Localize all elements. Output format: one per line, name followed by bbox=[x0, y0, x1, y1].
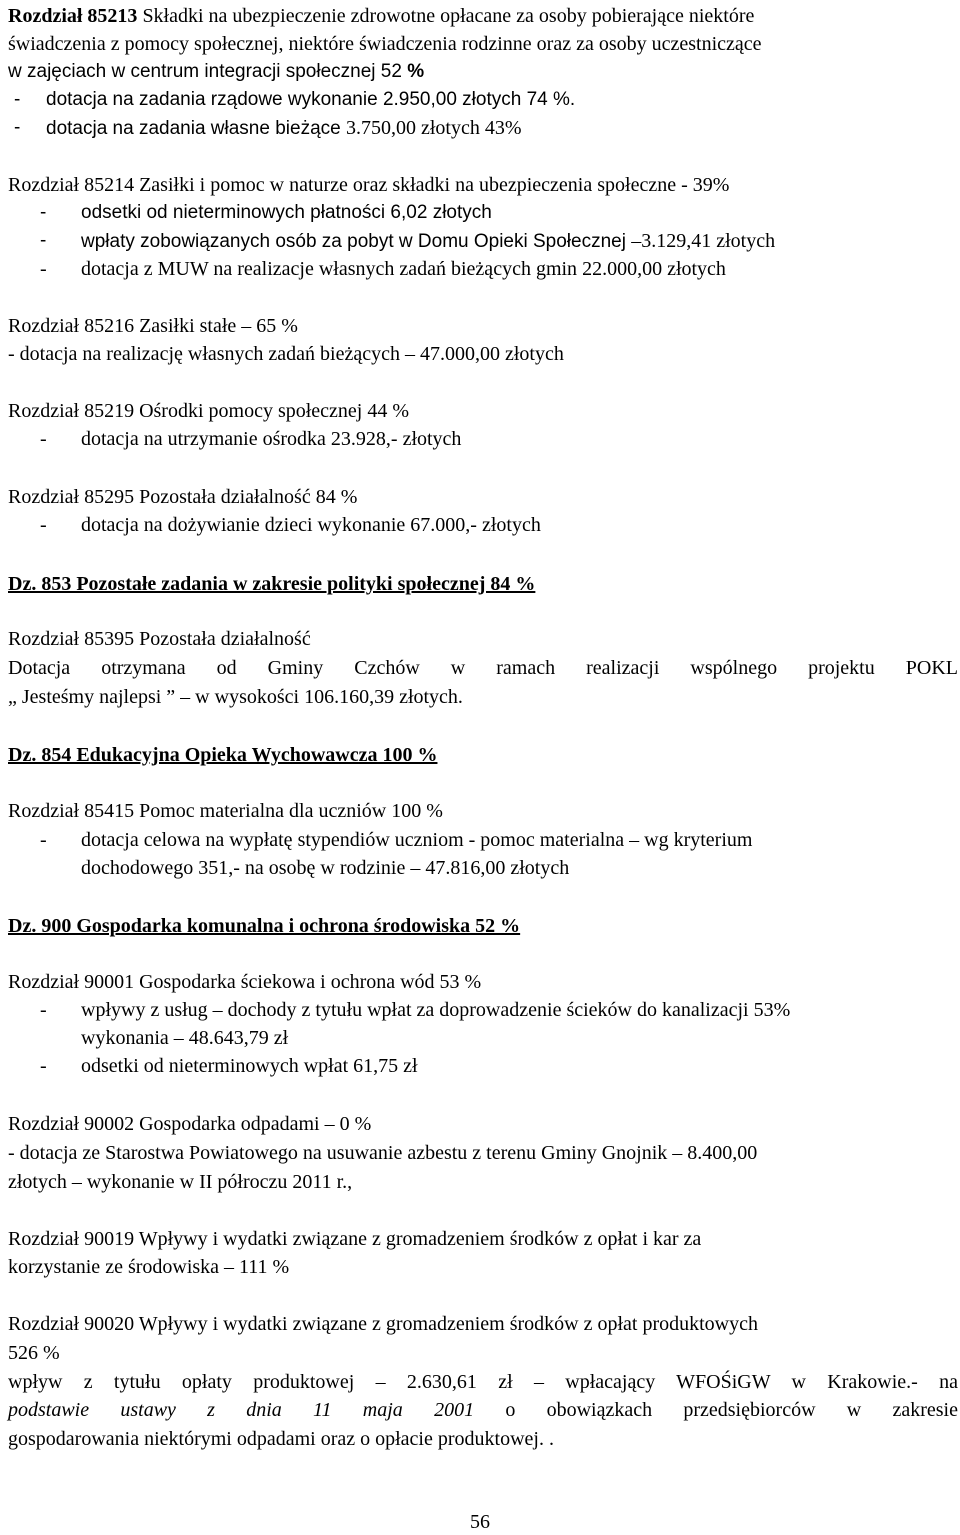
section-85213-label: Rozdział 85213 bbox=[8, 5, 138, 27]
section-85295-title: Rozdział 85295 Pozostała działalność 84 % bbox=[8, 486, 358, 508]
section-90020-line4: podstawie ustawy z dnia 11 maja 2001 o obowiązkach przedsiębiorców w zakresie bbox=[8, 1399, 958, 1421]
section-85395-title: Rozdział 85395 Pozostała działalność bbox=[8, 628, 311, 650]
division-900-heading: Dz. 900 Gospodarka komunalna i ochrona środowiska 52 % bbox=[8, 915, 521, 937]
bullet-dash: - bbox=[14, 89, 21, 110]
page-number: 56 bbox=[470, 1511, 490, 1533]
section-90001-title: Rozdział 90001 Gospodarka ściekowa i ochrona wód 53 % bbox=[8, 971, 482, 993]
section-90002-line2: złotych – wykonanie w II półroczu 2011 r., bbox=[8, 1171, 353, 1193]
bullet-dash: - bbox=[40, 428, 47, 450]
section-85214-item-2: wpłaty zobowiązanych osób za pobyt w Domu Opieki Społecznej –3.129,41 złotych bbox=[81, 230, 776, 252]
section-85219-title: Rozdział 85219 Ośrodki pomocy społecznej 44 % bbox=[8, 400, 410, 422]
section-85213-item-1: dotacja na zadania rządowe wykonanie 2.950,00 złotych 74 %. bbox=[46, 89, 576, 110]
division-853-heading: Dz. 853 Pozostałe zadania w zakresie polityki społecznej 84 % bbox=[8, 573, 536, 595]
section-90001-item-1: wpływy z usług – dochody z tytułu wpłat za doprowadzenie ścieków do kanalizacji 53% bbox=[81, 999, 791, 1021]
bullet-dash: - bbox=[40, 258, 47, 280]
section-85213-item-2: dotacja na zadania własne bieżące 3.750,00 złotych 43% bbox=[46, 117, 522, 139]
section-85395-text-line1: Dotacja otrzymana od Gminy Czchów w ramach realizacji wspólnego projektu POKL bbox=[8, 657, 958, 679]
bullet-dash: - bbox=[14, 117, 21, 138]
section-85415-title: Rozdział 85415 Pomoc materialna dla uczniów 100 % bbox=[8, 800, 443, 822]
section-90002-line1: - dotacja ze Starostwa Powiatowego na usuwanie azbestu z terenu Gminy Gnojnik – 8.400,00 bbox=[8, 1142, 758, 1164]
section-85295-item-1: dotacja na dożywianie dzieci wykonanie 67.000,- złotych bbox=[81, 514, 541, 536]
bullet-dash: - bbox=[40, 1055, 47, 1077]
bullet-dash: - bbox=[40, 999, 47, 1021]
division-854-heading: Dz. 854 Edukacyjna Opieka Wychowawcza 100 % bbox=[8, 744, 438, 766]
section-85216-title: Rozdział 85216 Zasiłki stałe – 65 % bbox=[8, 315, 298, 337]
section-85213-title-line3: w zajęciach w centrum integracji społecznej 52 % bbox=[8, 61, 425, 82]
section-85214-item-1: odsetki od nieterminowych płatności 6,02 złotych bbox=[81, 202, 492, 223]
section-85216-item-1: - dotacja na realizację własnych zadań bieżących – 47.000,00 złotych bbox=[8, 343, 564, 365]
section-85415-item-1-cont: dochodowego 351,- na osobę w rodzinie – 47.816,00 złotych bbox=[81, 857, 570, 879]
section-85214-item-3: dotacja z MUW na realizacje własnych zadań bieżących gmin 22.000,00 złotych bbox=[81, 258, 726, 280]
section-85395-text-line2: „ Jesteśmy najlepsi ” – w wysokości 106.160,39 złotych. bbox=[8, 686, 463, 708]
bullet-dash: - bbox=[40, 230, 47, 251]
section-90001-item-2: odsetki od nieterminowych wpłat 61,75 zł bbox=[81, 1055, 418, 1077]
bullet-dash: - bbox=[40, 202, 47, 223]
section-85213-title-line2: świadczenia z pomocy społecznej, niektóre świadczenia rodzinne oraz za osoby uczestniczące bbox=[8, 33, 762, 55]
section-90020-line1: Rozdział 90020 Wpływy i wydatki związane z gromadzeniem środków z opłat produktowych bbox=[8, 1313, 758, 1335]
section-90019-line1: Rozdział 90019 Wpływy i wydatki związane z gromadzeniem środków z opłat i kar za bbox=[8, 1228, 702, 1250]
section-90020-line5: gospodarowania niektórymi odpadami oraz o opłacie produktowej. . bbox=[8, 1428, 554, 1450]
section-90020-line2: 526 % bbox=[8, 1342, 60, 1364]
section-85214-title: Rozdział 85214 Zasiłki i pomoc w naturze oraz składki na ubezpieczenia społeczne - 39% bbox=[8, 174, 730, 196]
section-85219-item-1: dotacja na utrzymanie ośrodka 23.928,- złotych bbox=[81, 428, 462, 450]
section-90020-line3: wpływ z tytułu opłaty produktowej – 2.630,61 zł – wpłacający WFOŚiGW w Krakowie.- na bbox=[8, 1371, 958, 1393]
section-85415-item-1: dotacja celowa na wypłatę stypendiów uczniom - pomoc materialna – wg kryterium bbox=[81, 829, 753, 851]
section-90002-title: Rozdział 90002 Gospodarka odpadami – 0 % bbox=[8, 1113, 372, 1135]
bullet-dash: - bbox=[40, 514, 47, 536]
section-90019-line2: korzystanie ze środowiska – 111 % bbox=[8, 1256, 290, 1278]
bullet-dash: - bbox=[40, 829, 47, 851]
section-90001-item-1-cont: wykonania – 48.643,79 zł bbox=[81, 1027, 289, 1049]
section-85213-title: Rozdział 85213 Składki na ubezpieczenie zdrowotne opłacane za osoby pobierające niektóre bbox=[8, 5, 755, 27]
